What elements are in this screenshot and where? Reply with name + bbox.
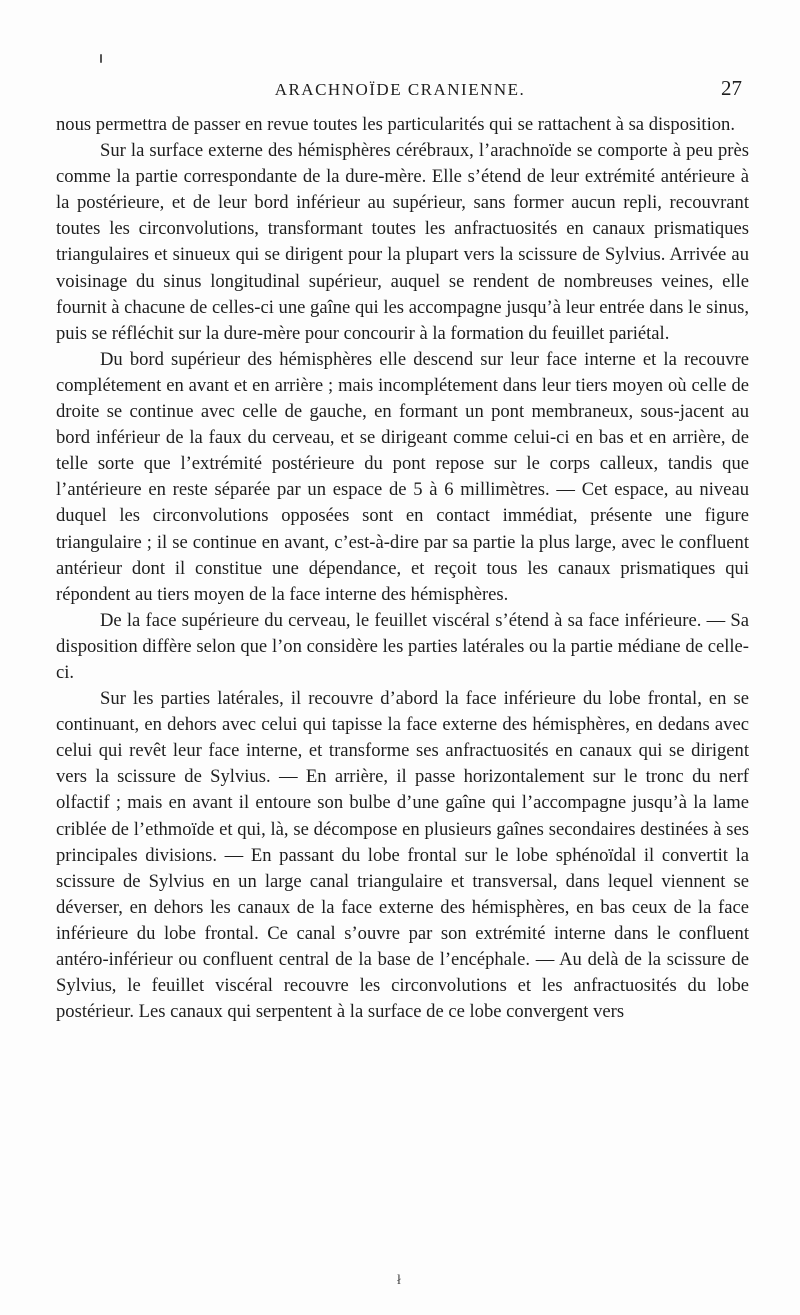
paragraph: Du bord supérieur des hémisphères elle descend sur leur face interne et la recouvre complétement en avant et en arrière ; mais incomplétement dans leur tiers moyen où celle de droite se continue avec celle de gauche, en formant un pont membraneux, sous-jacent au bord inférieur de la faux du cerveau, et se dirigeant comme celui-ci en bas et en arrière, de telle sorte que l’extrémité postérieure du pont repose sur le corps calleux, tandis que l’antérieure en reste séparée par un espace de 5 à 6 millimètres. — Cet espace, au niveau duquel les circonvolutions opposées sont en contact immédiat, présente une figure triangulaire ; il se continue en avant, c’est-à-dire par sa partie la plus large, avec le confluent antérieur dont il constitue une dépendance, et reçoit tous les canaux prismatiques qui répondent au tiers moyen de la face interne des hémisphères. [56,348,749,605]
running-head [0,76,800,108]
body-text [56,112,749,1025]
paragraph: Sur les parties latérales, il recouvre d’abord la face inférieure du lobe frontal, en se continuant, en dehors avec celui qui tapisse la face externe des hémisphères, en dedans avec celui qui revêt leur face interne, et transforme ses anfractuosités en canaux qui se dirigent vers la scissure de Sylvius. — En arrière, il passe horizontalement sur le tronc du nerf olfactif ; mais en avant il entoure son bulbe d’une gaîne qui l’accompagne jusqu’à la lame criblée de l’ethmoïde et qui, là, se décompose en plusieurs gaînes secondaires destinées à ses principales divisions. — En passant du lobe frontal sur le lobe sphénoïdal il convertit la scissure de Sylvius en un large canal triangulaire et transversal, dans lequel viennent se déverser, en dehors les canaux de la face externe des hémisphères, en bas ceux de la face inférieure du lobe frontal. Ce canal s’ouvre par son extrémité interne dans le confluent antéro-inférieur ou confluent central de la base de l’encéphale. — Au delà de la scissure de Sylvius, le feuillet viscéral recouvre les circonvolutions et les anfractuosités du lobe postérieur. Les canaux qui serpentent à la surface de ce lobe convergent vers [56,688,749,1023]
paragraph: nous permettra de passer en revue toutes les particularités qui se rattachent à sa disposition. [56,114,735,135]
page-number: 27 [721,76,742,100]
paragraph: De la face supérieure du cerveau, le feuillet viscéral s’étend à sa face inférieure. — Sa disposition diffère selon que l’on considère les parties latérales ou la partie médiane de celle-ci. [56,609,749,683]
paragraph: Sur la surface externe des hémisphères cérébraux, l’arachnoïde se comporte à peu près comme la partie correspondante de la dure-mère. Elle s’étend de leur extrémité antérieure à la postérieure, et de leur bord inférieur au supérieur, sans former aucun repli, recouvrant toutes les circonvolutions, transformant toutes les anfractuosités en canaux prismatiques triangulaires et sinueux qui se dirigent pour la plupart vers la scissure de Sylvius. Arrivée au voisinage du sinus longitudinal supérieur, auquel se rendent de nombreuses veines, elle fournit à chacune de celles-ci une gaîne qui les accompagne jusqu’à leur entrée dans le sinus, puis se réfléchit sur la dure-mère pour concourir à la formation du feuillet pariétal. [56,140,749,344]
print-speck [100,54,102,63]
footer-mark: ł [397,1273,401,1288]
running-title: ARACHNOÏDE CRANIENNE. [274,80,526,99]
